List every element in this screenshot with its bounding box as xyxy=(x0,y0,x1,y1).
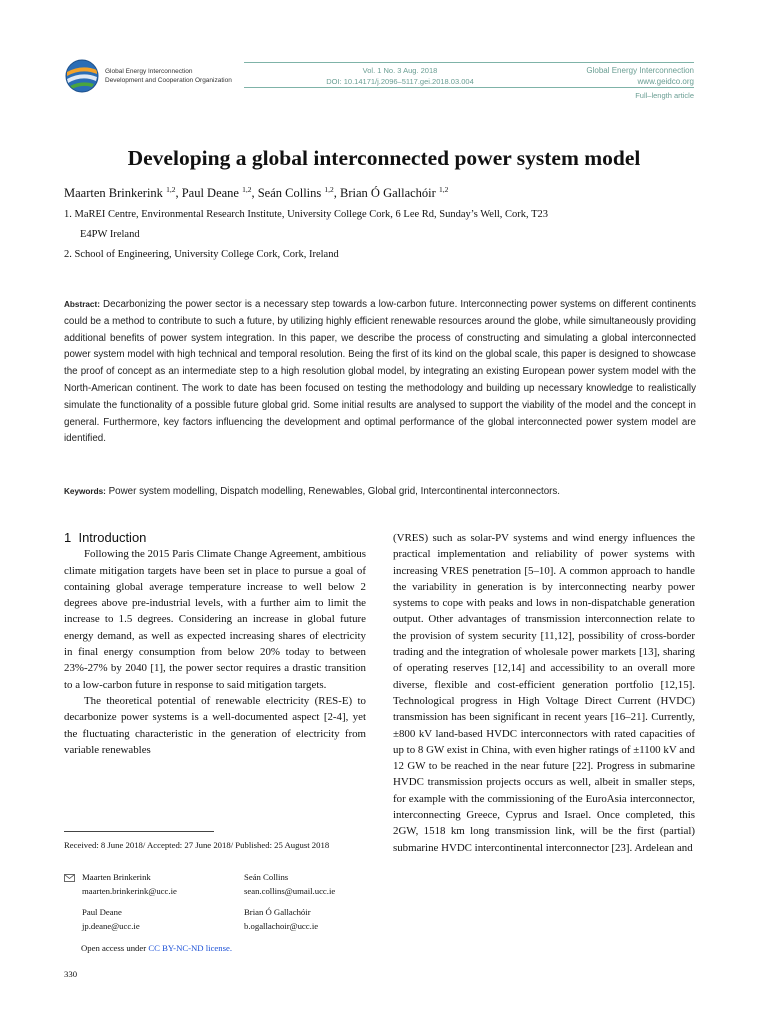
journal-url[interactable]: www.geidco.org xyxy=(637,77,694,86)
author-separator: , xyxy=(333,186,341,201)
org-line-1: Global Energy Interconnection xyxy=(105,68,193,75)
section-number: 1 xyxy=(64,530,72,545)
body-paragraph: The theoretical potential of renewable electricity (RES-E) to decarbonize power systems is a well-documented aspect [2-4], yet the fluctuating characteristic in the generation of electricity from variable renewables xyxy=(64,694,366,756)
affiliation-1-line-2: E4PW Ireland xyxy=(80,229,140,240)
body-paragraph: (VRES) such as solar-PV systems and wind energy influences the practical implementation and reliability of power systems with increasing VRES penetration [5–10]. A common approach to handle the variability in generation is by interconnecting nearby power systems to cope with peaks and lows in non-dispatchable generation output. Other advantages of transmission interconnection relate to the provision of system security [11,12], possibility of cross-border trading and the integration of wholesale power markets [13], sharing of operating reserves [12,14] and accessibility to an overall more diverse, flexible and cost-efficient generation portfolio [12,15]. Technological progress in High Voltage Direct Current (HVDC) transmission has been significant in recent years [16–21]. Currently, ±800 kV land-based HVDC interconnectors with rated capacities of up to 8 GW exist in China, with even higher ratings of ±1100 kV and 12 GW to be reached in the near future [22]. Progress in submarine HVDC transmission projects occurs as well, albeit in smaller steps, for example with the commissioning of the EuroAsia interconnector, interconnecting Greece, Cyprus and Israel. Once completed, this 2GW, 1518 km long transmission link, will be the first (partial) submarine HVDC intercontinental interconnector [23]. Ardelean and xyxy=(393,532,695,854)
abstract-text: Decarbonizing the power sector is a necessary step towards a low-carbon future. Interconnecting power systems on different continents could be a method to contribute to such a future, by utilizing highly efficient renewable resources around the globe, while simultaneously providing additional benefits of power system integration. In this paper, we describe the process of constructing and simulating a global interconnected power system model with high technical and temporal resolution. Being the first of its kind on the global scale, this paper is designed to showcase the proof of concept as an intermediate step to a high resolution global model, by integrating an existing European power system model with the North-American continent. The work to date has been focused on testing the methodology and building up necessary knowledge to realistically simulate the functionality of a possible future global grid. Some initial results are analysed to support the viability of the model and the concept in general. Furthermore, key factors influencing the development and optimal performance of the global interconnected power system model are identified. xyxy=(64,299,696,445)
body-column-left xyxy=(64,530,366,758)
affiliation-2: 2. School of Engineering, University College Cork, Cork, Ireland xyxy=(64,249,339,260)
contact-name: Paul Deane xyxy=(82,907,122,917)
volume-line: Vol. 1 No. 3 Aug. 2018 xyxy=(362,66,438,75)
issue-info xyxy=(290,65,510,87)
author-separator: , xyxy=(175,186,182,201)
footnote-rule xyxy=(64,831,214,832)
author-name: Maarten Brinkerink xyxy=(64,186,163,201)
page-number: 330 xyxy=(64,969,78,979)
publication-dates: Received: 8 June 2018/ Accepted: 27 June 2018/ Published: 25 August 2018 xyxy=(64,840,330,850)
paper-title: Developing a global interconnected power system model xyxy=(127,146,641,170)
author-affiliation-sup: 1,2 xyxy=(242,185,252,194)
contact-email[interactable]: maarten.brinkerink@ucc.ie xyxy=(82,885,177,896)
author-name: Brian Ó Gallachóir xyxy=(340,186,436,201)
contact-name: Maarten Brinkerink xyxy=(82,872,151,882)
contact-name: Brian Ó Gallachóir xyxy=(244,907,311,917)
author-affiliation-sup: 1,2 xyxy=(324,185,334,194)
keywords xyxy=(64,486,704,497)
abstract-label: Abstract: xyxy=(64,300,100,309)
globe-logo-icon xyxy=(64,58,100,94)
author-name: Seán Collins xyxy=(257,186,322,201)
section-heading xyxy=(64,530,366,546)
open-access-note xyxy=(81,943,232,953)
author-name: Paul Deane xyxy=(181,186,239,201)
body-column-right xyxy=(393,530,695,856)
contact-name: Seán Collins xyxy=(244,872,289,882)
contact-author xyxy=(82,906,140,933)
header-rule-top xyxy=(244,62,694,63)
journal-header xyxy=(64,58,694,108)
body-paragraph: Following the 2015 Paris Climate Change Agreement, ambitious climate mitigation targets have been set in place to pursue a goal of containing global average temperature increase to well below 2 degrees above pre-industrial levels, with a further aim to limit the increase to 1.5 degrees. Considering an increase in global future energy demand, as well as expected increasing shares of electricity in final energy consumption from below 20% today to between 23%-27% by 2040 [1], the power sector requires a drastic transition to a low-carbon future in response to said mitigation targets. xyxy=(64,548,366,691)
keywords-label: Keywords: xyxy=(64,487,106,496)
header-rule-bottom xyxy=(244,87,694,88)
open-access-prefix: Open access under xyxy=(81,943,149,953)
contact-email[interactable]: jp.deane@ucc.ie xyxy=(82,920,140,931)
contact-email[interactable]: b.ogallachoir@ucc.ie xyxy=(244,920,319,931)
envelope-icon xyxy=(64,874,75,882)
journal-info xyxy=(586,65,694,87)
contact-author xyxy=(244,906,318,933)
contact-email[interactable]: sean.collins@umail.ucc.ie xyxy=(244,885,336,896)
author-separator: , xyxy=(251,186,258,201)
journal-name: Global Energy Interconnection xyxy=(586,66,694,75)
doi-line[interactable]: DOI: 10.14171/j.2096–5117.gei.2018.03.004 xyxy=(326,77,474,86)
org-name xyxy=(105,68,232,85)
author-affiliation-sup: 1,2 xyxy=(438,185,449,194)
abstract xyxy=(64,297,696,448)
contact-author xyxy=(244,871,335,898)
author-affiliation-sup: 1,2 xyxy=(166,185,176,194)
section-title: Introduction xyxy=(78,530,147,545)
contact-author xyxy=(82,871,177,898)
author-list xyxy=(64,185,448,201)
license-link[interactable]: CC BY-NC-ND license. xyxy=(148,943,233,953)
keywords-text: Power system modelling, Dispatch modelling, Renewables, Global grid, Intercontinental interconnectors. xyxy=(108,486,561,497)
affiliation-1-line-1: 1. MaREI Centre, Environmental Research Institute, University College Cork, 6 Lee Rd, Sunday’s Well, Cork, T23 xyxy=(64,209,549,220)
org-line-2: Development and Cooperation Organization xyxy=(105,76,232,84)
article-type: Full–length article xyxy=(635,91,694,100)
